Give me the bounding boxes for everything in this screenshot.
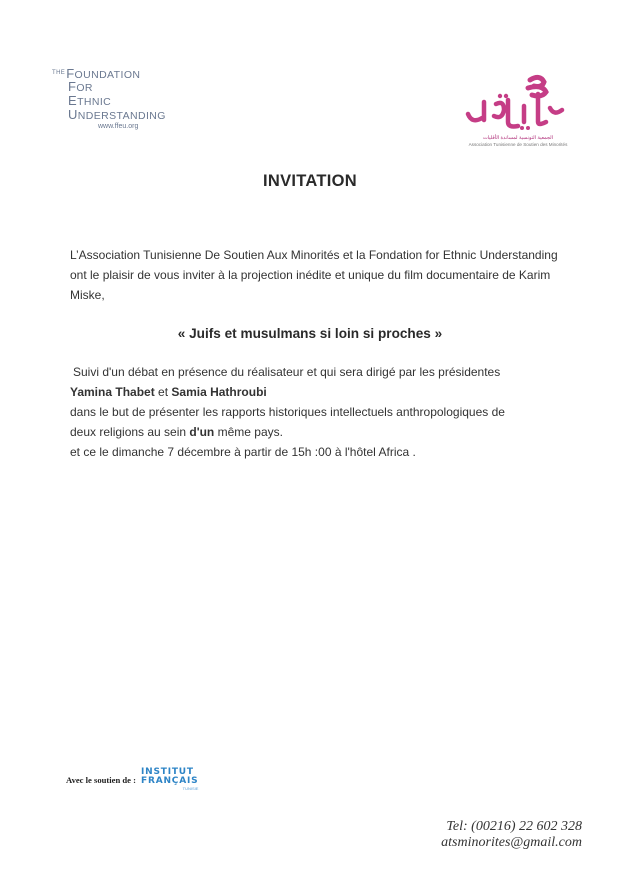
ffeu-word: NDERSTANDING: [77, 110, 166, 122]
president-name: Samia Hathroubi: [171, 385, 267, 399]
email-address: atsminorites@gmail.com: [441, 835, 582, 850]
document-title: INVITATION: [262, 172, 358, 190]
ffeu-initial: E: [68, 93, 78, 108]
support-label: Avec le soutien de :: [66, 774, 137, 785]
ffeu-word: THNIC: [77, 96, 112, 108]
ffeu-word: OR: [76, 82, 93, 94]
film-title: « Juifs et musulmans si loin si proches »: [177, 326, 443, 341]
aqaliyat-caption-fr: Association Tunisienne de Soutien des Minorités: [468, 142, 568, 147]
ffeu-prefix: THE: [52, 70, 66, 76]
presidents-line: [70, 382, 560, 402]
debate-line: Suivi d'un débat en présence du réalisateur et qui sera dirigé par les présidentes: [73, 365, 501, 379]
date-line: et ce le dimanche 7 décembre à partir de 15h :00 à l'hôtel Africa .: [70, 445, 416, 459]
purpose-text: deux religions au sein: [70, 425, 190, 439]
ffeu-initial: U: [68, 107, 78, 122]
purpose-line-1: dans le but de présenter les rapports historiques intellectuels anthropologiques de: [70, 405, 505, 419]
ffeu-logo: [52, 66, 166, 130]
ffeu-line-1: [52, 66, 166, 80]
purpose-text: même pays.: [214, 425, 283, 439]
aqaliyat-caption-ar: الجمعية التونسية لمساندة الأقليات: [482, 135, 554, 141]
ffeu-line-4: [52, 108, 166, 122]
presidents-and: et: [154, 385, 172, 399]
support-block: [66, 768, 198, 791]
aqaliyat-logo: [458, 74, 578, 152]
ffeu-initial: F: [66, 66, 75, 81]
president-name: Yamina Thabet: [70, 385, 155, 399]
intro-paragraph: L’Association Tunisienne De Soutien Aux Minorités et la Fondation for Ethnic Understanding ont le plaisir de vous inviter à la projection inédite et unique du film documentaire de Karim Miske,: [70, 248, 558, 302]
purpose-line-2: [70, 422, 560, 442]
contact-block: [441, 819, 582, 851]
phone-number: Tel: (00216) 22 602 328: [446, 819, 582, 834]
ffeu-url: www.ffeu.org: [98, 123, 139, 130]
ffeu-word: OUNDATION: [74, 69, 141, 81]
institut-line-2: FRANÇAIS: [141, 776, 199, 786]
institut-francais-logo: [141, 768, 198, 791]
institut-line-3: TUNISIE: [182, 786, 199, 791]
details-paragraph: [70, 362, 560, 462]
ffeu-initial: F: [68, 79, 77, 94]
purpose-bold: d'un: [189, 425, 215, 439]
aqaliyat-mark-icon: [458, 74, 578, 134]
ffeu-line-2: [52, 80, 166, 94]
institut-line-1: INSTITUT: [141, 767, 194, 777]
ffeu-line-3: [52, 94, 166, 108]
